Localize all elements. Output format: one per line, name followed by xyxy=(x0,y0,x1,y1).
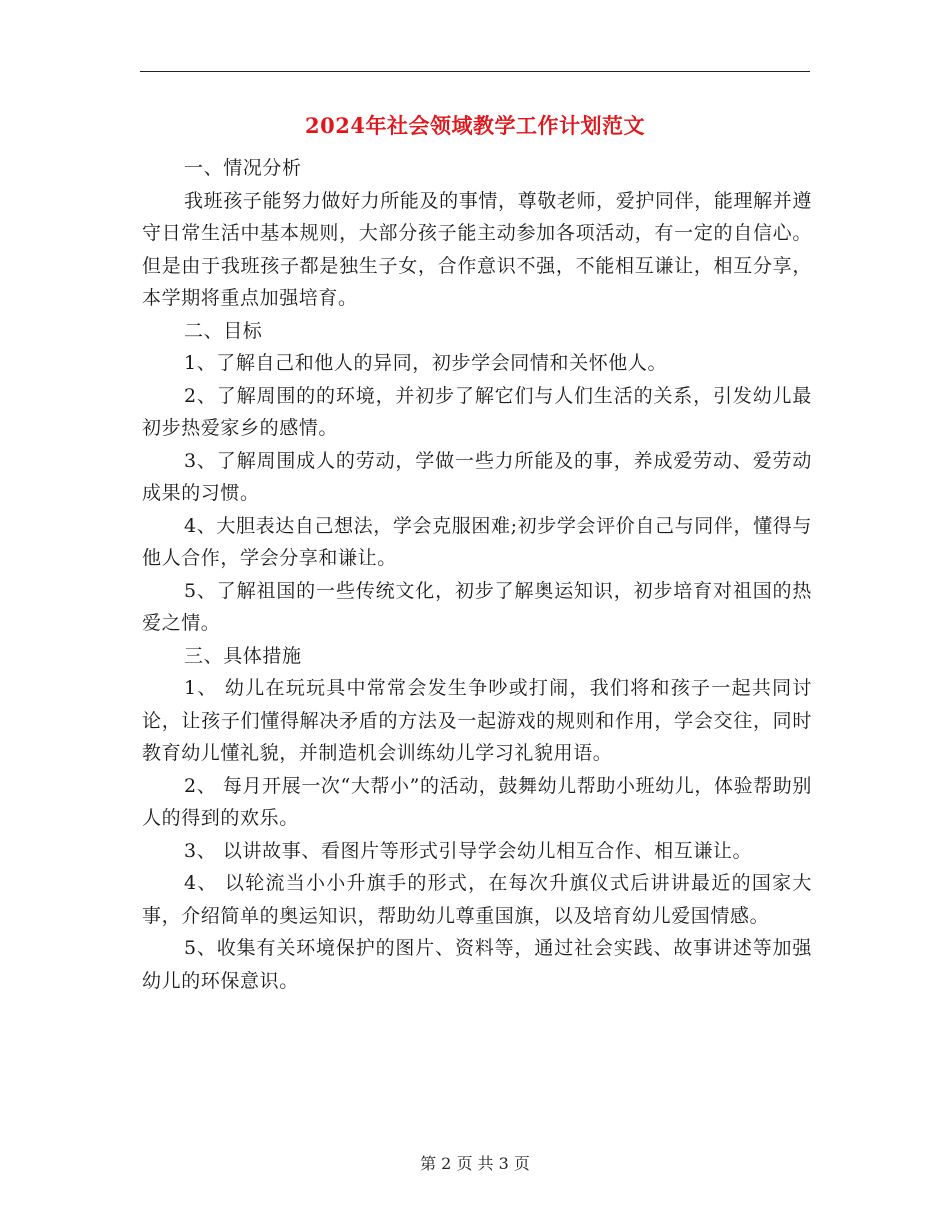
goal-item-1: 1、了解自己和他人的异同，初步学会同情和关怀他人。 xyxy=(184,352,668,374)
goal-item-4: 4、大胆表达自己想法，学会克服困难;初步学会评价自己与同伴，懂得与他人合作，学会分享和谦让。 xyxy=(142,514,812,569)
header-rule xyxy=(140,71,810,72)
section-heading-situation: 一、情况分析 xyxy=(184,157,302,179)
document-title: 2024年社会领域教学工作计划范文 xyxy=(305,113,645,138)
page-footer: 第 2 页 共 3 页 xyxy=(420,1154,530,1173)
measure-item-3: 3、 以讲故事、看图片等形式引导学会幼儿相互合作、相互谦让。 xyxy=(184,839,753,862)
situation-paragraph: 我班孩子能努力做好力所能及的事情，尊敬老师，爱护同伴，能理解并遵守日常生活中基本规则，大部分孩子能主动参加各项活动，有一定的自信心。但是由于我班孩子都是独生子女，合作意识不强，不能相互谦让，相互分享，本学期将重点加强培育。 xyxy=(142,189,812,309)
section-heading-goals: 二、目标 xyxy=(184,319,263,342)
measure-item-5: 5、收集有关环境保护的图片、资料等，通过社会实践、故事讲述等加强幼儿的环保意识。 xyxy=(142,937,812,992)
document-body xyxy=(142,152,812,997)
goal-item-3: 3、了解周围成人的劳动，学做一些力所能及的事，养成爱劳动、爱劳动成果的习惯。 xyxy=(142,449,812,504)
measure-item-4: 4、 以轮流当小小升旗手的形式，在每次升旗仪式后讲讲最近的国家大事，介绍简单的奥运知识，帮助幼儿尊重国旗，以及培育幼儿爱国情感。 xyxy=(142,872,812,927)
measure-item-2: 2、 每月开展一次“大帮小”的活动，鼓舞幼儿帮助小班幼儿，体验帮助别人的得到的欢乐。 xyxy=(142,774,812,829)
goal-item-2: 2、了解周围的的环境，并初步了解它们与人们生活的关系，引发幼儿最初步热爱家乡的感情。 xyxy=(142,384,812,439)
goal-item-5: 5、了解祖国的一些传统文化，初步了解奥运知识，初步培育对祖国的热爱之情。 xyxy=(142,579,812,634)
section-heading-measures: 三、具体措施 xyxy=(184,644,302,667)
measure-item-1: 1、 幼儿在玩玩具中常常会发生争吵或打闹，我们将和孩子一起共同讨论，让孩子们懂得解决矛盾的方法及一起游戏的规则和作用，学会交往，同时教育幼儿懂礼貌，并制造机会训练幼儿学习礼貌用语。 xyxy=(142,677,812,764)
